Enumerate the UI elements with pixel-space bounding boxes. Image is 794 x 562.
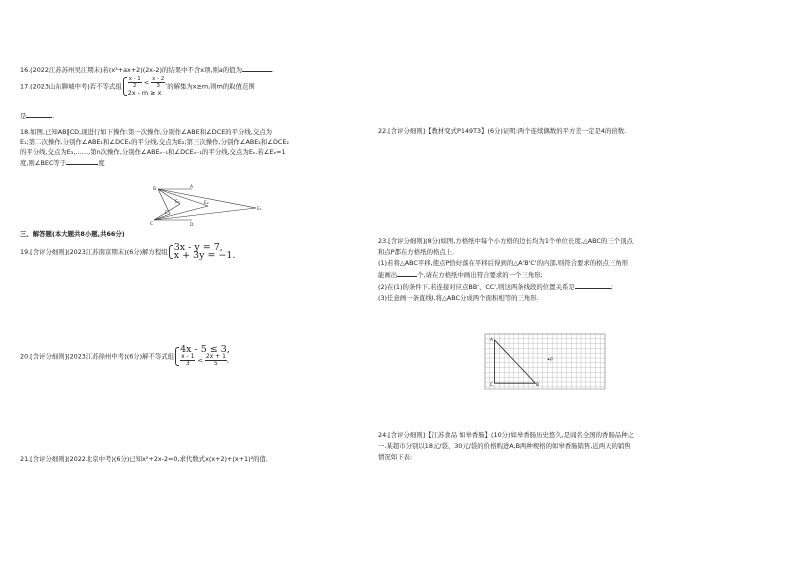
question-19: 19.[含评分细则](2023江苏南京期末)(6分)解方程组 3x - y = 7, x + 3y = −1. — [20, 242, 236, 261]
question-18: 18.如图,已知AB∥CD,现进行如下操作:第一次操作,分别作∠ABE和∠DCE的平分线,交点为 E₁;第二次操作,分别作∠ABE₁和∠DCE₁的平分线,交点为E₂;第三次操作,分别作∠ABE₂和∠DCE₂ 的平分线,交点为E₃,……,第n次操作,分别作∠ABEₙ₋₁和∠DCEₙ₋₁的平分线,交点为Eₙ.若∠Eₙ=1 度,则∠BEC等于 度 — [20, 128, 289, 167]
label-A: A — [190, 185, 194, 190]
label-E3: E₃ — [175, 200, 180, 205]
question-24: 24.[含评分细则]【江苏食品 如皋香肠】(10分)如皋香肠历史悠久,是闻名全国的香肠品种之 一.某超市分别以18元/袋、30元/袋的价格购进A,B两种规格的如皋香肠销售,近两天的销售 情况如下表: — [378, 431, 635, 461]
label-C: C — [490, 383, 494, 388]
section-3-heading: 三、解答题(本大题共8小题,共66分) — [20, 230, 125, 238]
label-E: E — [165, 211, 168, 216]
answer-blank[interactable] — [26, 110, 52, 118]
answer-blank[interactable] — [66, 157, 98, 165]
inequality-system: $\frac{x - 1}{2}$ < $\frac{x - 2}{3}$ , 2x - m ≥ x — [123, 76, 168, 97]
label-C: C — [150, 222, 154, 227]
label-B: B — [536, 383, 540, 388]
figure-23-grid — [484, 333, 606, 390]
question-20: 20.[含评分细则](2023江苏徐州中考)(6分)解不等式组 4x - 5 ≤ 3, $\frac{x - 1}{3}$ < $\frac{2x + 1}{5}$ , — [20, 344, 230, 367]
point-p — [548, 358, 550, 360]
label-B: B — [153, 187, 157, 192]
question-22: 22.[含评分细则]【教材变式P149T3】(6分)证明:两个连续偶数的平方差一定是4的倍数. — [378, 127, 627, 135]
answer-blank[interactable] — [397, 269, 417, 277]
q17-prefix: 17.(2023山东聊城中考)若不等式组 — [20, 82, 122, 91]
label-P: P — [550, 358, 553, 363]
answer-blank[interactable] — [242, 64, 272, 72]
q17-suffix: 的解集为x≥m,则m的取值范围 — [167, 82, 255, 91]
question-17 — [20, 76, 255, 97]
label-D: D — [190, 223, 194, 228]
answer-blank[interactable] — [575, 281, 611, 289]
question-17-line2: 是 . — [20, 112, 55, 120]
question-23: 23.[含评分细则](8分)如图,方格纸中每个小方格的边长均为1个单位长度,△ABC的三个顶点 和点P都在方格纸的格点上. (1)若将△ABC平移,使点P恰好落在平移后得到的△A'B'C'的内部,则符合要求的格点三角形 能画出 个,请在方格纸中画出符合要求的一个三角形; (2)在(1)的条件下,若连接对应点BB'、CC',则这两条线段的位置关系是 ; (3)任意画一条直线l,将△ABC分成两个面积相等的三角形. — [378, 237, 633, 302]
inequality-system: 4x - 5 ≤ 3, $\frac{x - 1}{3}$ < $\frac{2x + 1}{5}$ , — [175, 346, 230, 367]
figure-18 — [148, 184, 270, 230]
equation-system: 3x - y = 7, x + 3y = −1. — [169, 244, 236, 260]
question-21: 21.[含评分细则](2022北京中考)(6分)已知x²+2x-2=0,求代数式x(x+2)+(x+1)²的值. — [20, 455, 268, 463]
triangle-abc — [495, 340, 536, 383]
label-E1: E₁ — [257, 207, 262, 212]
label-E2: E₂ — [204, 201, 209, 206]
q16-text: 16.(2022江苏苏州吴江期末)若(x²+ax+2)(2x-2)的结果中不含x项,则a的值为 — [20, 66, 242, 74]
label-A: A — [490, 338, 494, 343]
question-16: 16.(2022江苏苏州吴江期末)若(x²+ax+2)(2x-2)的结果中不含x项,则a的值为 . — [20, 66, 275, 74]
